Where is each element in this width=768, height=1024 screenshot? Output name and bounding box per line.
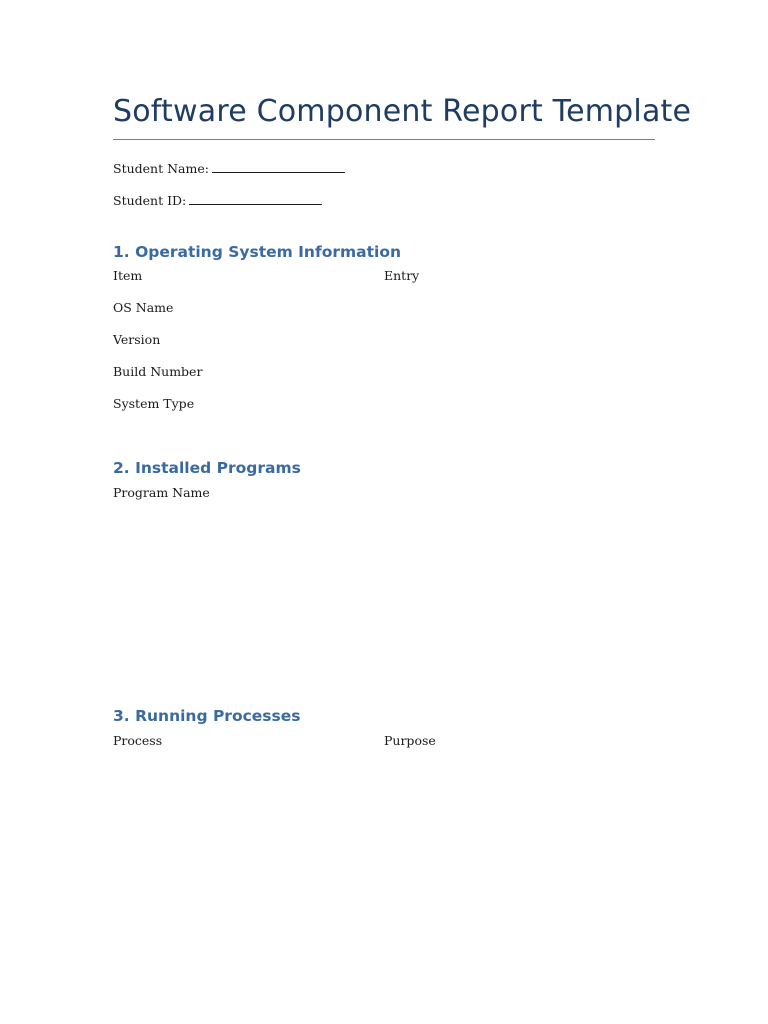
os-row-build-number: Build Number xyxy=(113,364,203,379)
processes-table-header-process: Process xyxy=(113,733,163,748)
document-title: Software Component Report Template xyxy=(113,94,692,129)
student-name-blank[interactable] xyxy=(212,160,345,173)
student-name-label: Student Name: xyxy=(113,161,209,176)
processes-table-header-purpose: Purpose xyxy=(384,733,436,748)
student-id-blank[interactable] xyxy=(189,192,322,205)
os-row-os-name: OS Name xyxy=(113,300,174,315)
section-heading-installed-programs: 2. Installed Programs xyxy=(113,459,301,477)
section-heading-running-processes: 3. Running Processes xyxy=(113,707,301,725)
title-underline xyxy=(113,139,655,140)
os-row-version: Version xyxy=(113,332,161,347)
os-table-header-entry: Entry xyxy=(384,268,420,283)
section-heading-os-info: 1. Operating System Information xyxy=(113,243,402,261)
os-table-header-item: Item xyxy=(113,268,143,283)
programs-table-header-name: Program Name xyxy=(113,485,210,500)
student-id-field xyxy=(113,192,322,208)
student-id-label: Student ID: xyxy=(113,193,187,208)
os-row-system-type: System Type xyxy=(113,396,195,411)
student-name-field xyxy=(113,160,345,176)
